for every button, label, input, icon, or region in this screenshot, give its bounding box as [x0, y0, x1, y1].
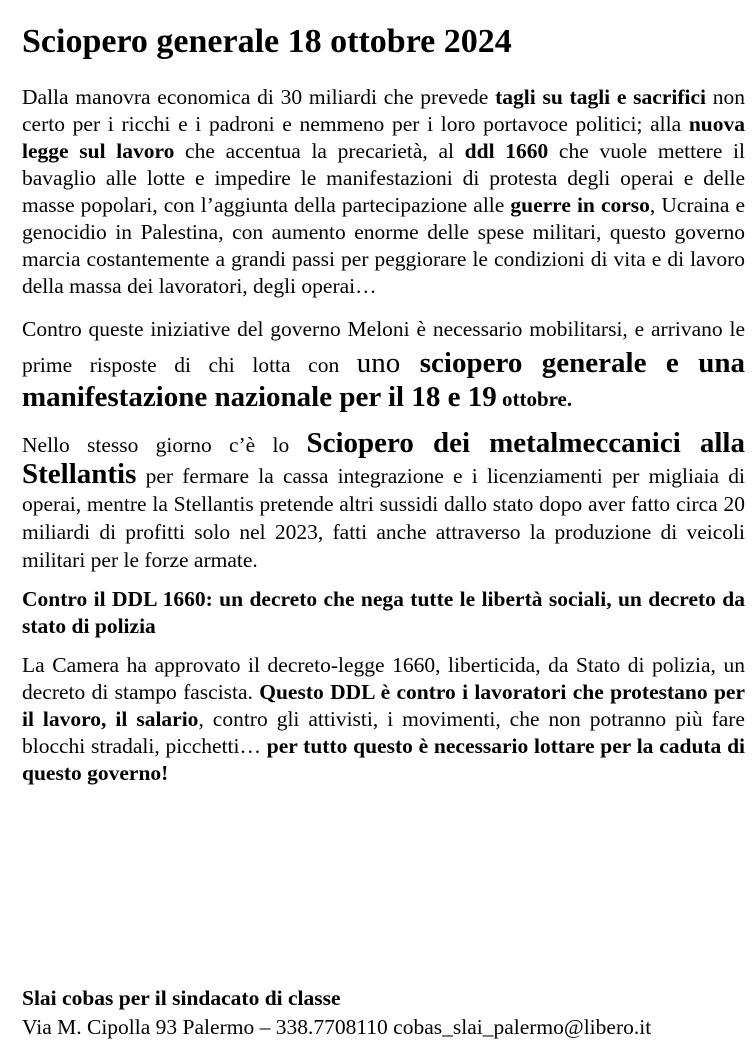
- paragraph-camera: [22, 652, 745, 787]
- bold-run: ottobre: [496, 387, 567, 411]
- stellantis-headline: Sciopero dei metalmeccanici alla Stellantis: [22, 427, 745, 490]
- bold-run: Contro il DDL 1660: un decreto che nega tutte le libertà sociali, un decreto da stato di polizia: [22, 587, 745, 638]
- bold-run: Questo DDL è contro i lavoratori che protestano per il lavoro, il salario: [22, 680, 745, 731]
- strike-headline: sciopero generale e una manifestazione nazionale per il 18 e 19: [22, 347, 746, 413]
- text-run: Nello stesso giorno c’è lo: [22, 433, 307, 457]
- large-text-run: uno: [356, 347, 420, 379]
- paragraph-mobilitazione: [22, 312, 745, 416]
- text-run: .: [566, 387, 573, 411]
- text-run: che accentua la precarietà, al: [174, 139, 465, 163]
- footer-org: Slai cobas per il sindacato di classe: [22, 986, 341, 1010]
- paragraph-manovra: [22, 84, 745, 300]
- text-run: , contro gli attivisti, i movimenti, che non potranno più fare blocchi stradali, picchetti…: [22, 707, 745, 758]
- text-run: che vuole mettere il bavaglio alle lotte e impedire le manifestazioni di protesta degli operai e delle masse popolari, con l’aggiunta della partecipazione alle: [22, 139, 745, 217]
- text-run: non certo per i ricchi e i padroni e nemmeno per i loro portavoce politici; alla: [22, 85, 746, 136]
- text-run: La Camera ha approvato il decreto-legge 1660, liberticida, da Stato di polizia, un decreto di stampo fascista.: [22, 653, 745, 704]
- footer-contact: Via M. Cipolla 93 Palermo – 338.7708110 cobas_slai_palermo@libero.it: [22, 1015, 652, 1039]
- bold-run: guerre in corso: [510, 193, 650, 217]
- text-run: Dalla manovra economica di 30 miliardi che prevede: [22, 85, 496, 109]
- text-run: per fermare la cassa integrazione e i licenziamenti per migliaia di operai, mentre la Stellantis pretende altri sussidi dallo stato dopo aver fatto circa 20 miliardi di profitti solo nel 2023, fatti anche attraverso la produzione di veicoli militari per le forze armate.: [22, 464, 745, 572]
- text-run: Contro queste iniziative del governo Meloni è necessario mobilitarsi, e arrivano le prime risposte di chi lotta con: [22, 317, 745, 377]
- bold-run: ddl 1660: [464, 139, 549, 163]
- text-run: , Ucraina e genocidio in Palestina, con aumento enorme delle spese militari, questo governo marcia costantemente a grandi passi per peggiorare le condizioni di vita e di lavoro della massa dei lavoratori, degli operai…: [22, 193, 745, 298]
- footer: [22, 984, 745, 1042]
- paragraph-stellantis: [22, 428, 745, 574]
- document-title: Sciopero generale 18 ottobre 2024: [22, 23, 512, 60]
- bold-run: nuova legge sul lavoro: [22, 112, 745, 163]
- section-heading-ddl: [22, 586, 745, 640]
- bold-run: per tutto questo è necessario lottare per la caduta di questo governo!: [22, 734, 746, 785]
- bold-run: tagli su tagli e sacrifici: [495, 85, 707, 109]
